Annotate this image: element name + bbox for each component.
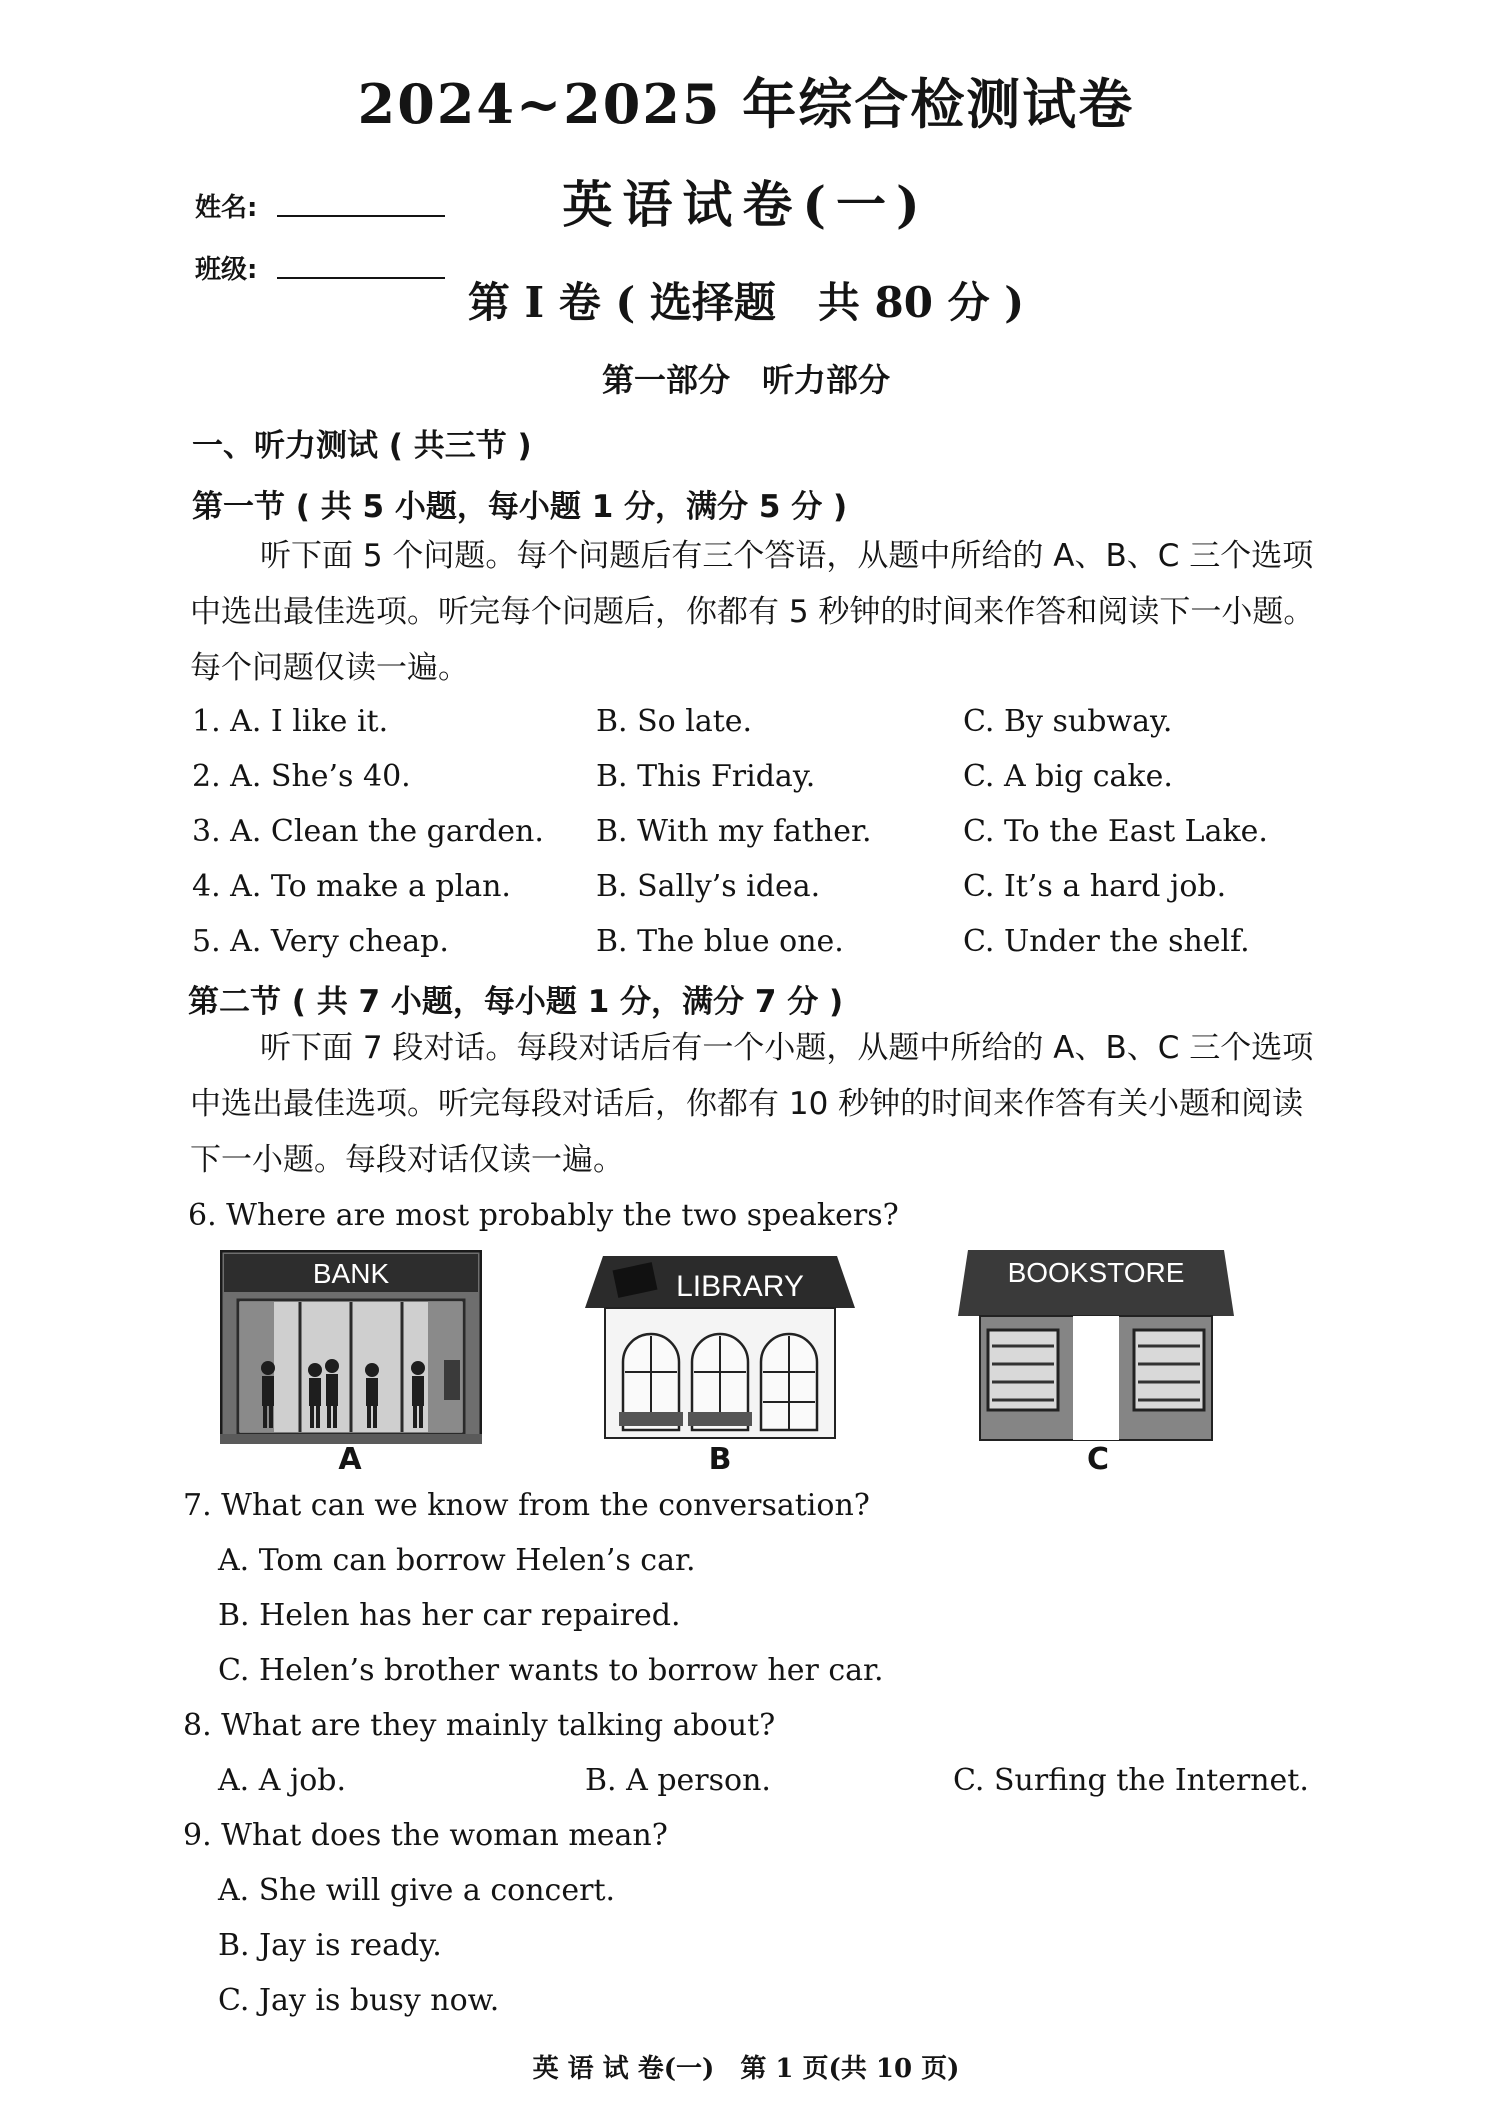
picture-label-b: B bbox=[708, 1442, 732, 1477]
bookstore-sign: BOOKSTORE bbox=[1007, 1257, 1185, 1288]
section-heading: 一、听力测试 ( 共三节 ) bbox=[192, 428, 532, 464]
library-sign: LIBRARY bbox=[676, 1270, 804, 1303]
option[interactable]: 4. A. To make a plan. bbox=[192, 869, 511, 904]
question-6: 6. Where are most probably the two speakers? bbox=[188, 1198, 899, 1233]
question-9: 9. What does the woman mean? bbox=[183, 1818, 668, 1853]
question-8: 8. What are they mainly talking about? bbox=[183, 1708, 776, 1743]
option[interactable]: B. With my father. bbox=[596, 814, 872, 849]
option[interactable]: A. A job. bbox=[218, 1763, 347, 1798]
bank-sign: BANK bbox=[312, 1258, 390, 1289]
bank-picture[interactable] bbox=[220, 1250, 482, 1444]
option[interactable]: B. The blue one. bbox=[596, 924, 844, 959]
option[interactable]: C. Helen’s brother wants to borrow her car. bbox=[218, 1653, 884, 1688]
option[interactable]: B. So late. bbox=[596, 704, 753, 739]
option[interactable]: C. It’s a hard job. bbox=[963, 869, 1227, 904]
option[interactable]: B. This Friday. bbox=[596, 759, 816, 794]
bookstore-picture[interactable] bbox=[958, 1246, 1234, 1442]
name-label: 姓名: bbox=[195, 193, 258, 223]
library-picture[interactable] bbox=[585, 1252, 855, 1442]
option[interactable]: 5. A. Very cheap. bbox=[192, 924, 449, 959]
sub2-heading: 第二节 ( 共 7 小题，每小题 1 分，满分 7 分 ) bbox=[188, 984, 844, 1020]
option[interactable]: B. Jay is ready. bbox=[218, 1928, 442, 1963]
option[interactable]: C. Jay is busy now. bbox=[218, 1983, 500, 2018]
option[interactable]: C. Surfing the Internet. bbox=[953, 1763, 1309, 1798]
exam-subtitle: 英语试卷(一) bbox=[562, 175, 930, 234]
class-label: 班级: bbox=[195, 255, 258, 285]
option[interactable]: 1. A. I like it. bbox=[192, 704, 389, 739]
option[interactable]: C. A big cake. bbox=[963, 759, 1173, 794]
picture-label-c: C bbox=[1086, 1442, 1110, 1477]
option[interactable]: B. Sally’s idea. bbox=[596, 869, 821, 904]
option[interactable]: C. By subway. bbox=[963, 704, 1173, 739]
option[interactable]: C. Under the shelf. bbox=[963, 924, 1250, 959]
option[interactable]: 2. A. She’s 40. bbox=[192, 759, 411, 794]
option[interactable]: C. To the East Lake. bbox=[963, 814, 1268, 849]
page-footer: 英 语 试 卷(一) 第 1 页(共 10 页) bbox=[532, 2054, 960, 2084]
question-7: 7. What can we know from the conversation? bbox=[183, 1488, 870, 1523]
option[interactable]: B. A person. bbox=[585, 1763, 771, 1798]
sub1-instructions: 听下面 5 个问题。每个问题后有三个答语，从题中所给的 A、B、C 三个选项中选出最佳选项。听完每个问题后，你都有 5 秒钟的时间来作答和阅读下一小题。每个问题仅读一遍。 bbox=[190, 538, 1315, 686]
part-heading: 第一部分 听力部分 bbox=[601, 361, 890, 399]
option[interactable]: A. She will give a concert. bbox=[218, 1873, 616, 1908]
option[interactable]: B. Helen has her car repaired. bbox=[218, 1598, 681, 1633]
option[interactable]: A. Tom can borrow Helen’s car. bbox=[218, 1543, 696, 1578]
sub1-heading: 第一节 ( 共 5 小题，每小题 1 分，满分 5 分 ) bbox=[192, 489, 848, 525]
sub2-instructions: 听下面 7 段对话。每段对话后有一个小题，从题中所给的 A、B、C 三个选项中选出最佳选项。听完每段对话后，你都有 10 秒钟的时间来作答有关小题和阅读下一小题。每段对话仅读一遍。 bbox=[190, 1030, 1314, 1178]
volume-heading: 第 I 卷 ( 选择题 共 80 分 ) bbox=[467, 278, 1025, 327]
exam-title: 2024~2025 年综合检测试卷 bbox=[357, 72, 1135, 136]
picture-label-a: A bbox=[338, 1442, 362, 1477]
option[interactable]: 3. A. Clean the garden. bbox=[192, 814, 544, 849]
